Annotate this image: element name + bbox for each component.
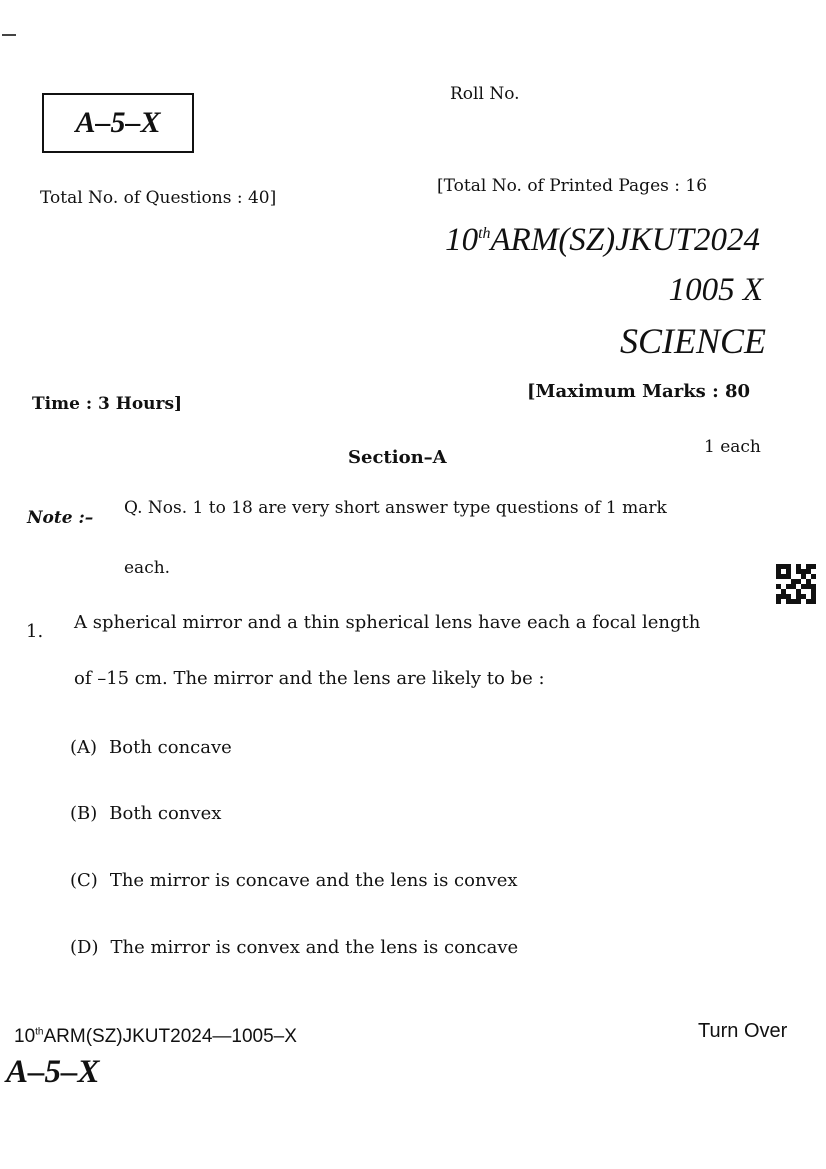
set-code: A–5–X (75, 106, 161, 139)
option-text: The mirror is concave and the lens is convex (109, 870, 518, 891)
option-text: Both convex (109, 803, 222, 824)
option-label: (D) (70, 937, 99, 958)
qr-code-icon (776, 564, 816, 604)
footer-set-code: A–5–X (6, 1054, 100, 1090)
footer-code-main: 10 (14, 1026, 36, 1047)
question-number: 1. (26, 621, 44, 642)
subject-title: SCIENCE (619, 321, 766, 361)
footer-exam-code (14, 1026, 297, 1048)
option-label: (A) (70, 737, 98, 758)
paper-code: 1005 X (668, 272, 763, 308)
exam-code-sup: th (478, 225, 491, 242)
time-allowed: Time : 3 Hours] (32, 394, 183, 414)
exam-code-rest: ARM(SZ)JKUT2024 (490, 222, 760, 258)
option-d (70, 937, 518, 958)
roll-no-label: Roll No. (450, 84, 520, 104)
note-continuation: each. (124, 558, 171, 578)
exam-code (445, 222, 760, 259)
set-code-box (42, 93, 194, 153)
scan-speck (2, 34, 16, 36)
exam-code-main: 10 (445, 222, 479, 258)
option-label: (B) (70, 803, 98, 824)
printed-pages: [Total No. of Printed Pages : 16 (437, 176, 708, 196)
option-c (70, 870, 518, 891)
marks-each: 1 each (704, 437, 761, 457)
qr-module (811, 599, 816, 604)
question-text-line-1: A spherical mirror and a thin spherical lens have each a focal length (74, 612, 701, 633)
note-label: Note :– (27, 508, 94, 528)
option-b (70, 803, 221, 824)
question-text-line-2: of –15 cm. The mirror and the lens are likely to be : (74, 668, 545, 689)
note-text: Q. Nos. 1 to 18 are very short answer type questions of 1 mark (124, 498, 667, 518)
footer-code-rest: ARM(SZ)JKUT2024—1005–X (43, 1026, 297, 1047)
option-text: The mirror is convex and the lens is concave (110, 937, 519, 958)
footer-code-sup: th (35, 1026, 44, 1038)
section-title: Section–A (348, 447, 447, 468)
maximum-marks: [Maximum Marks : 80 (527, 381, 751, 402)
option-label: (C) (70, 870, 98, 891)
option-text: Both concave (109, 737, 232, 758)
turn-over-label: Turn Over (698, 1020, 788, 1042)
option-a (70, 737, 232, 758)
total-questions: Total No. of Questions : 40] (40, 188, 277, 208)
